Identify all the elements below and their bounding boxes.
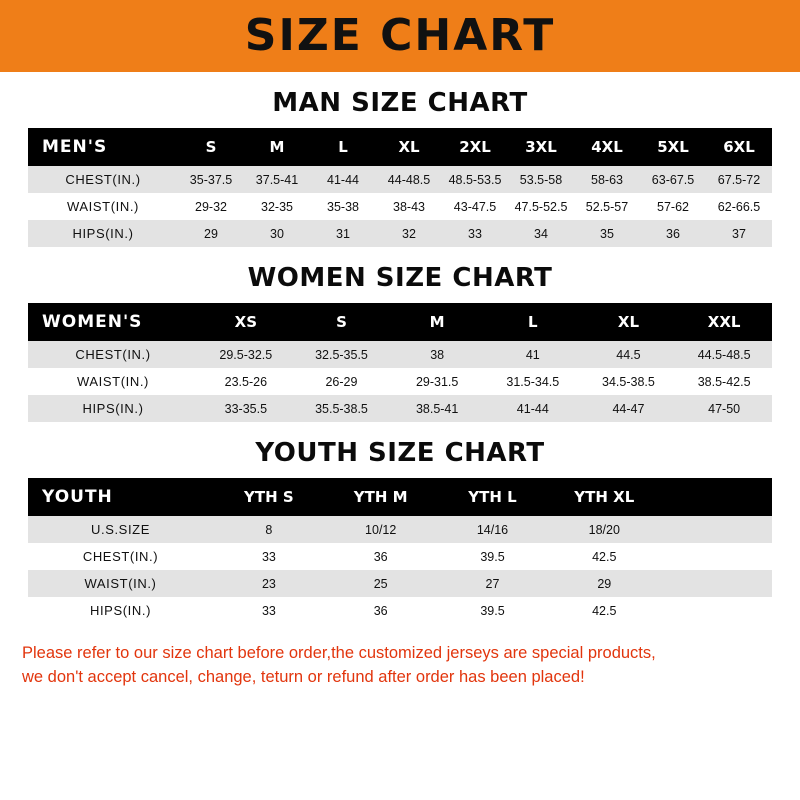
women-r1-c4: 31.5-34.5 <box>485 368 581 395</box>
youth-header-5 <box>660 478 772 516</box>
men-r1-c5: 43-47.5 <box>442 193 508 220</box>
women-r1-c6: 38.5-42.5 <box>676 368 772 395</box>
men-size-table <box>28 128 772 247</box>
women-r1-c3: 29-31.5 <box>389 368 485 395</box>
women-section-title: WOMEN SIZE CHART <box>247 263 553 293</box>
men-r0-c7: 58-63 <box>574 166 640 193</box>
table-header-row <box>28 128 772 166</box>
women-header-2: S <box>294 303 390 341</box>
youth-section-title: YOUTH SIZE CHART <box>255 438 545 468</box>
youth-r2-c5 <box>660 570 772 597</box>
youth-r3-c0: HIPS(IN.) <box>28 597 213 624</box>
women-r0-c3: 38 <box>389 341 485 368</box>
youth-r1-c0: CHEST(IN.) <box>28 543 213 570</box>
youth-header-0: YOUTH <box>28 478 213 516</box>
men-r0-c1: 35-37.5 <box>178 166 244 193</box>
women-header-3: M <box>389 303 485 341</box>
women-header-6: XXL <box>676 303 772 341</box>
youth-r3-c2: 36 <box>325 597 437 624</box>
youth-r1-c3: 39.5 <box>437 543 549 570</box>
men-r2-c3: 31 <box>310 220 376 247</box>
youth-header-2: YTH M <box>325 478 437 516</box>
table-row <box>28 597 772 624</box>
men-r1-c1: 29-32 <box>178 193 244 220</box>
youth-r0-c1: 8 <box>213 516 325 543</box>
youth-header-3: YTH L <box>437 478 549 516</box>
youth-r3-c5 <box>660 597 772 624</box>
men-section <box>0 88 800 247</box>
women-r0-c4: 41 <box>485 341 581 368</box>
men-r2-c5: 33 <box>442 220 508 247</box>
table-row <box>28 516 772 543</box>
women-r0-c5: 44.5 <box>581 341 677 368</box>
men-r1-c9: 62-66.5 <box>706 193 772 220</box>
women-r2-c4: 41-44 <box>485 395 581 422</box>
youth-r2-c0: WAIST(IN.) <box>28 570 213 597</box>
women-r2-c6: 47-50 <box>676 395 772 422</box>
youth-size-table <box>28 478 772 624</box>
page-title: SIZE CHART <box>244 10 556 61</box>
youth-table-head <box>28 478 772 516</box>
youth-r0-c5 <box>660 516 772 543</box>
youth-header-1: YTH S <box>213 478 325 516</box>
table-row <box>28 368 772 395</box>
men-r1-c7: 52.5-57 <box>574 193 640 220</box>
men-r2-c0: HIPS(IN.) <box>28 220 178 247</box>
table-row <box>28 166 772 193</box>
men-r0-c2: 37.5-41 <box>244 166 310 193</box>
youth-table-body <box>28 516 772 624</box>
youth-r3-c3: 39.5 <box>437 597 549 624</box>
men-r2-c2: 30 <box>244 220 310 247</box>
women-r1-c1: 23.5-26 <box>198 368 294 395</box>
youth-r0-c4: 18/20 <box>548 516 660 543</box>
women-table-head <box>28 303 772 341</box>
women-r0-c2: 32.5-35.5 <box>294 341 390 368</box>
men-r1-c8: 57-62 <box>640 193 706 220</box>
women-r2-c3: 38.5-41 <box>389 395 485 422</box>
men-r2-c4: 32 <box>376 220 442 247</box>
men-header-3: L <box>310 128 376 166</box>
men-r0-c0: CHEST(IN.) <box>28 166 178 193</box>
men-table-head <box>28 128 772 166</box>
table-header-row <box>28 303 772 341</box>
table-header-row <box>28 478 772 516</box>
table-row <box>28 570 772 597</box>
table-row <box>28 220 772 247</box>
youth-r1-c5 <box>660 543 772 570</box>
women-header-1: XS <box>198 303 294 341</box>
youth-section <box>0 438 800 624</box>
women-r0-c1: 29.5-32.5 <box>198 341 294 368</box>
women-r1-c5: 34.5-38.5 <box>581 368 677 395</box>
women-section <box>0 263 800 422</box>
men-r2-c1: 29 <box>178 220 244 247</box>
table-row <box>28 543 772 570</box>
youth-r3-c1: 33 <box>213 597 325 624</box>
women-r2-c5: 44-47 <box>581 395 677 422</box>
men-r0-c9: 67.5-72 <box>706 166 772 193</box>
women-r0-c6: 44.5-48.5 <box>676 341 772 368</box>
men-r1-c3: 35-38 <box>310 193 376 220</box>
women-r1-c0: WAIST(IN.) <box>28 368 198 395</box>
men-r0-c4: 44-48.5 <box>376 166 442 193</box>
men-header-4: XL <box>376 128 442 166</box>
disclaimer-line-1: Please refer to our size chart before order,the customized jerseys are special products, <box>22 644 656 662</box>
women-r2-c2: 35.5-38.5 <box>294 395 390 422</box>
men-header-5: 2XL <box>442 128 508 166</box>
youth-header-4: YTH XL <box>548 478 660 516</box>
women-r0-c0: CHEST(IN.) <box>28 341 198 368</box>
youth-r2-c1: 23 <box>213 570 325 597</box>
youth-r0-c3: 14/16 <box>437 516 549 543</box>
youth-r2-c3: 27 <box>437 570 549 597</box>
men-header-1: S <box>178 128 244 166</box>
men-r0-c6: 53.5-58 <box>508 166 574 193</box>
table-row <box>28 193 772 220</box>
men-r2-c8: 36 <box>640 220 706 247</box>
youth-r2-c2: 25 <box>325 570 437 597</box>
men-header-6: 3XL <box>508 128 574 166</box>
disclaimer-line-2: we don't accept cancel, change, teturn or refund after order has been placed! <box>22 667 585 686</box>
men-header-0: MEN'S <box>28 128 178 166</box>
youth-r1-c1: 33 <box>213 543 325 570</box>
men-header-9: 6XL <box>706 128 772 166</box>
women-r1-c2: 26-29 <box>294 368 390 395</box>
table-row <box>28 395 772 422</box>
men-header-7: 4XL <box>574 128 640 166</box>
men-r0-c3: 41-44 <box>310 166 376 193</box>
women-size-table <box>28 303 772 422</box>
table-row <box>28 341 772 368</box>
women-header-0: WOMEN'S <box>28 303 198 341</box>
men-r2-c7: 35 <box>574 220 640 247</box>
disclaimer-note <box>22 642 778 690</box>
men-header-8: 5XL <box>640 128 706 166</box>
banner <box>0 0 800 72</box>
men-r1-c6: 47.5-52.5 <box>508 193 574 220</box>
women-r2-c1: 33-35.5 <box>198 395 294 422</box>
youth-r1-c4: 42.5 <box>548 543 660 570</box>
men-r1-c0: WAIST(IN.) <box>28 193 178 220</box>
men-r0-c8: 63-67.5 <box>640 166 706 193</box>
women-table-body <box>28 341 772 422</box>
men-r2-c6: 34 <box>508 220 574 247</box>
men-r0-c5: 48.5-53.5 <box>442 166 508 193</box>
men-r1-c2: 32-35 <box>244 193 310 220</box>
women-r2-c0: HIPS(IN.) <box>28 395 198 422</box>
youth-r0-c2: 10/12 <box>325 516 437 543</box>
women-header-4: L <box>485 303 581 341</box>
men-header-2: M <box>244 128 310 166</box>
men-section-title: MAN SIZE CHART <box>272 88 528 118</box>
youth-r0-c0: U.S.SIZE <box>28 516 213 543</box>
youth-r3-c4: 42.5 <box>548 597 660 624</box>
women-header-5: XL <box>581 303 677 341</box>
men-r1-c4: 38-43 <box>376 193 442 220</box>
men-table-body <box>28 166 772 247</box>
men-r2-c9: 37 <box>706 220 772 247</box>
youth-r2-c4: 29 <box>548 570 660 597</box>
youth-r1-c2: 36 <box>325 543 437 570</box>
